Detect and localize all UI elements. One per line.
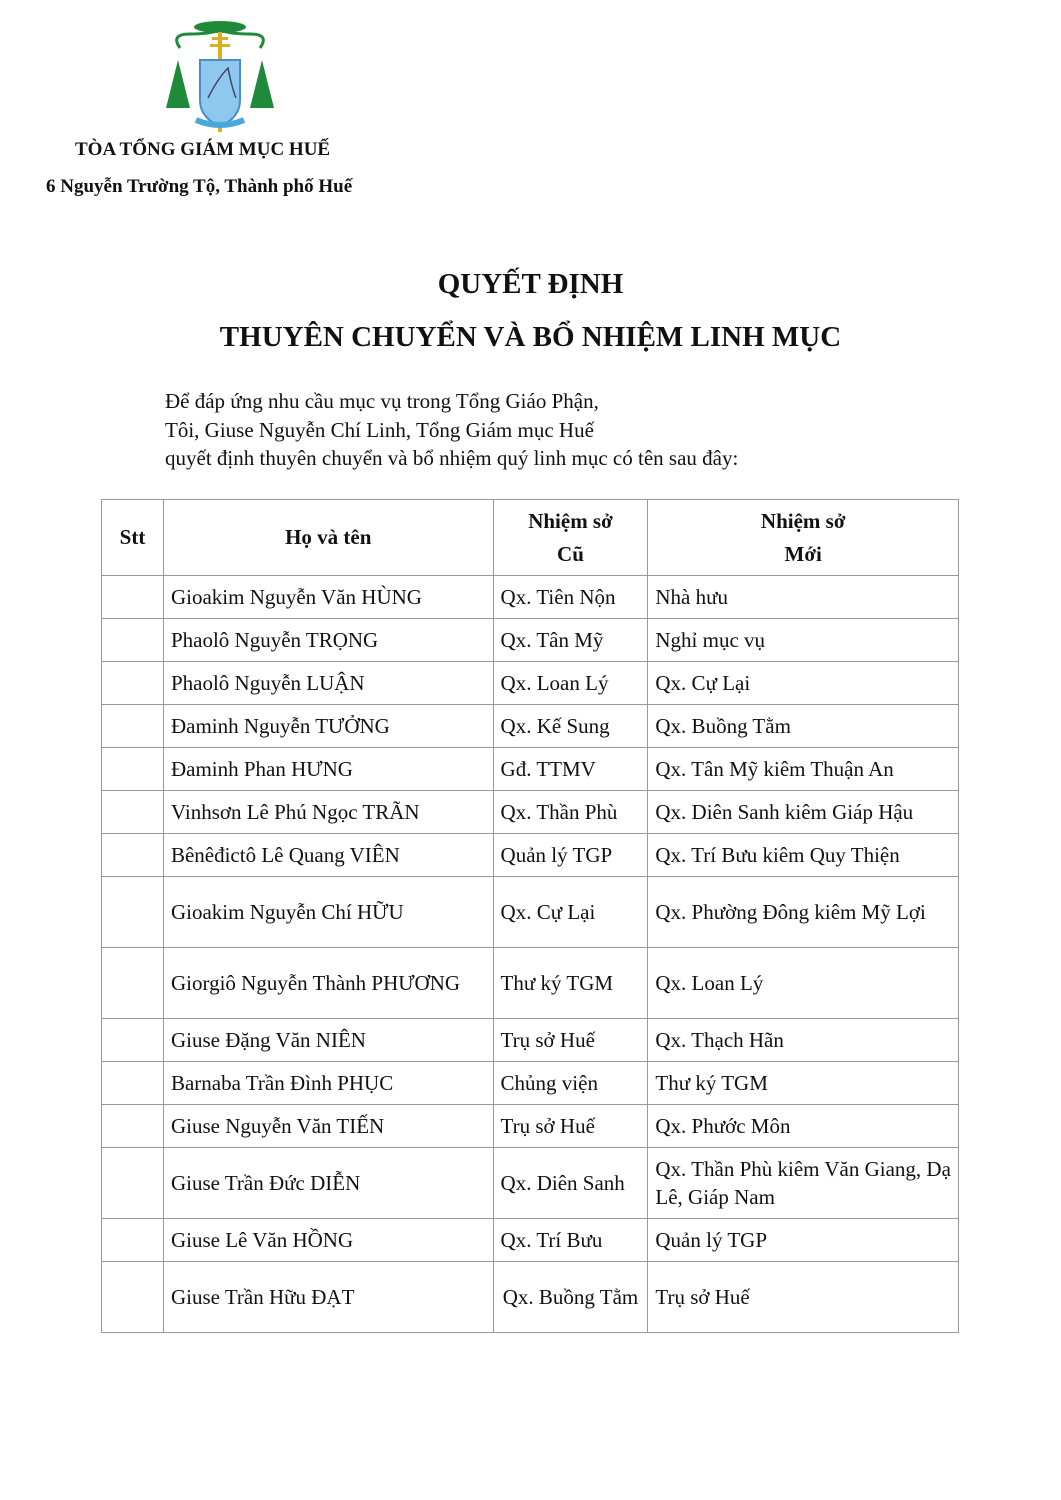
priest-name: Gioakim Nguyễn Chí HỮU <box>163 877 493 948</box>
row-stt <box>102 1105 164 1148</box>
new-assignment: Qx. Diên Sanh kiêm Giáp Hậu <box>648 791 959 834</box>
new-assignment: Nghỉ mục vụ <box>648 619 959 662</box>
new-assignment: Qx. Tân Mỹ kiêm Thuận An <box>648 748 959 791</box>
old-assignment: Quản lý TGP <box>493 834 648 877</box>
header-new-assignment <box>648 500 959 576</box>
intro-line: quyết định thuyên chuyển và bổ nhiệm quý linh mục có tên sau đây: <box>165 446 739 470</box>
row-stt <box>102 1262 164 1333</box>
priest-name: Phaolô Nguyễn LUẬN <box>163 662 493 705</box>
old-assignment: Qx. Loan Lý <box>493 662 648 705</box>
table-header-row <box>102 500 959 576</box>
row-stt <box>102 834 164 877</box>
archdiocese-coat-of-arms-logo <box>160 18 280 134</box>
intro-line: Để đáp ứng nhu cầu mục vụ trong Tổng Giáo Phận, <box>165 389 599 413</box>
old-assignment: Qx. Cự Lại <box>493 877 648 948</box>
new-assignment: Qx. Loan Lý <box>648 948 959 1019</box>
document-title: QUYẾT ĐỊNH <box>437 268 624 300</box>
intro-line: Tôi, Giuse Nguyễn Chí Linh, Tổng Giám mục Huế <box>165 417 594 442</box>
row-stt <box>102 1219 164 1262</box>
priest-name: Giuse Nguyễn Văn TIẾN <box>163 1105 493 1148</box>
old-assignment: Gđ. TTMV <box>493 748 648 791</box>
row-stt <box>102 1019 164 1062</box>
table-row <box>102 748 959 791</box>
old-assignment: Qx. Diên Sanh <box>493 1148 648 1219</box>
old-assignment: Qx. Kế Sung <box>493 705 648 748</box>
document-subtitle: THUYÊN CHUYỂN VÀ BỔ NHIỆM LINH MỤC <box>219 321 842 353</box>
row-stt <box>102 748 164 791</box>
table-row <box>102 1148 959 1219</box>
new-assignment: Quản lý TGP <box>648 1219 959 1262</box>
intro-paragraph <box>165 387 738 473</box>
new-assignment: Qx. Phường Đông kiêm Mỹ Lợi <box>648 877 959 948</box>
priest-name: Vinhsơn Lê Phú Ngọc TRÃN <box>163 791 493 834</box>
row-stt <box>102 619 164 662</box>
row-stt <box>102 1148 164 1219</box>
table-row <box>102 662 959 705</box>
table-row <box>102 1062 959 1105</box>
new-assignment: Qx. Cự Lại <box>648 662 959 705</box>
priest-name: Đaminh Nguyễn TƯỞNG <box>163 705 493 748</box>
old-assignment: Trụ sở Huế <box>493 1105 648 1148</box>
table-row <box>102 576 959 619</box>
table-row <box>102 877 959 948</box>
old-assignment: Qx. Thần Phù <box>493 791 648 834</box>
header-old-line2: Cũ <box>557 541 584 566</box>
table-row <box>102 834 959 877</box>
priest-name: Giorgiô Nguyễn Thành PHƯƠNG <box>163 948 493 1019</box>
priest-name: Giuse Trần Hữu ĐẠT <box>163 1262 493 1333</box>
row-stt <box>102 948 164 1019</box>
table-row <box>102 705 959 748</box>
header-new-line1: Nhiệm sở <box>760 508 846 533</box>
row-stt <box>102 1062 164 1105</box>
table-row <box>102 1219 959 1262</box>
header-stt: Stt <box>102 500 164 576</box>
priest-name: Giuse Đặng Văn NIÊN <box>163 1019 493 1062</box>
table-row <box>102 1105 959 1148</box>
new-assignment: Qx. Trí Bưu kiêm Quy Thiện <box>648 834 959 877</box>
table-row <box>102 948 959 1019</box>
table-row <box>102 1262 959 1333</box>
new-assignment: Qx. Thạch Hãn <box>648 1019 959 1062</box>
organization-name: TÒA TỔNG GIÁM MỤC HUẾ <box>75 139 331 160</box>
header-old-line1: Nhiệm sở <box>528 508 613 533</box>
new-assignment: Qx. Thần Phù kiêm Văn Giang, Dạ Lê, Giáp Nam <box>648 1148 959 1219</box>
priest-name: Barnaba Trần Đình PHỤC <box>163 1062 493 1105</box>
new-assignment: Nhà hưu <box>648 576 959 619</box>
old-assignment: Qx. Tiên Nộn <box>493 576 648 619</box>
old-assignment: Qx. Trí Bưu <box>493 1219 648 1262</box>
priest-name: Đaminh Phan HƯNG <box>163 748 493 791</box>
row-stt <box>102 705 164 748</box>
old-assignment: Thư ký TGM <box>493 948 648 1019</box>
old-assignment: Chủng viện <box>493 1062 648 1105</box>
old-assignment: Qx. Tân Mỹ <box>493 619 648 662</box>
header-old-assignment <box>493 500 648 576</box>
table-row <box>102 1019 959 1062</box>
assignment-table <box>101 499 959 1333</box>
new-assignment: Trụ sở Huế <box>648 1262 959 1333</box>
new-assignment: Qx. Buồng Tằm <box>648 705 959 748</box>
priest-name: Gioakim Nguyễn Văn HÙNG <box>163 576 493 619</box>
old-assignment: Qx. Buồng Tằm <box>493 1262 648 1333</box>
priest-name: Giuse Trần Đức DIỄN <box>163 1148 493 1219</box>
row-stt <box>102 791 164 834</box>
new-assignment: Qx. Phước Môn <box>648 1105 959 1148</box>
priest-name: Bênêđictô Lê Quang VIÊN <box>163 834 493 877</box>
new-assignment: Thư ký TGM <box>648 1062 959 1105</box>
priest-name: Phaolô Nguyễn TRỌNG <box>163 619 493 662</box>
old-assignment: Trụ sở Huế <box>493 1019 648 1062</box>
row-stt <box>102 576 164 619</box>
header-new-line2: Mới <box>784 541 822 566</box>
priest-name: Giuse Lê Văn HỒNG <box>163 1219 493 1262</box>
row-stt <box>102 877 164 948</box>
row-stt <box>102 662 164 705</box>
table-row <box>102 791 959 834</box>
organization-address: 6 Nguyễn Trường Tộ, Thành phố Huế <box>46 176 353 197</box>
table-row <box>102 619 959 662</box>
header-name: Họ và tên <box>163 500 493 576</box>
